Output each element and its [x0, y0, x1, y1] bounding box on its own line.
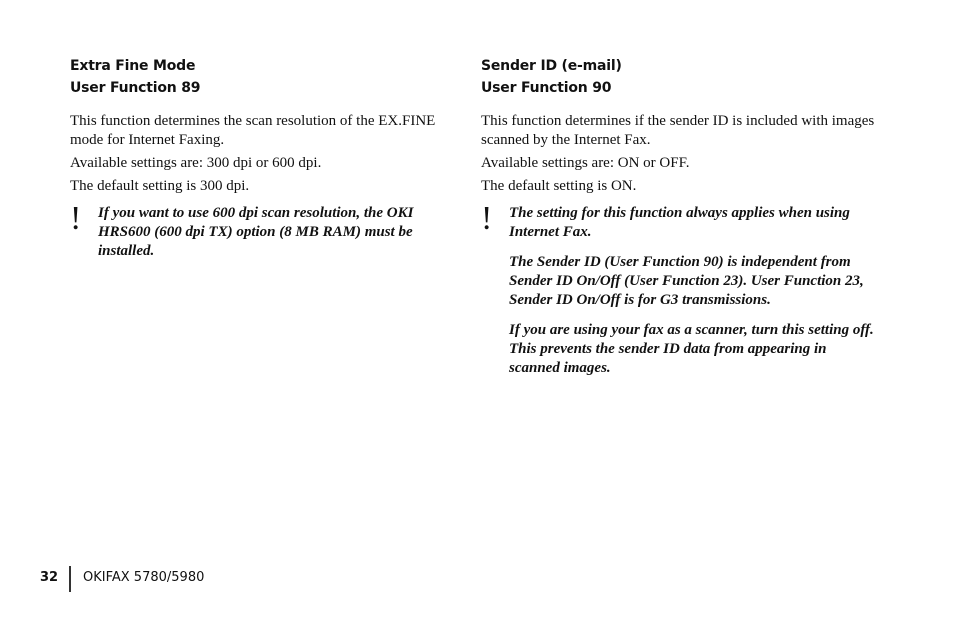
document-title: OKIFAX 5780/5980 [83, 570, 205, 585]
body-paragraph: The default setting is ON. [481, 178, 637, 194]
section-heading [481, 55, 881, 99]
note-paragraph: If you are using your fax as a scanner, turn this setting off. This prevents the sender ID data from appearing in scanned images. [509, 322, 874, 376]
note-paragraph: The Sender ID (User Function 90) is independent from Sender ID On/Off (User Function 23). User Function 23, Sender ID On/Off is for G3 transmissions. [509, 254, 864, 308]
page-number: 32 [40, 570, 59, 585]
exclamation-icon: ! [70, 200, 82, 237]
body-paragraph: This function determines the scan resolution of the EX.FINE mode for Internet Faxing. [70, 113, 436, 148]
section-subtitle: User Function 89 [70, 80, 201, 96]
section-subtitle: User Function 90 [481, 80, 612, 96]
body-paragraph: This function determines if the sender ID is included with images scanned by the Internet Fax. [481, 113, 875, 148]
left-column [70, 55, 460, 272]
right-column [481, 55, 881, 389]
note-paragraph: The setting for this function always applies when using Internet Fax. [509, 205, 850, 240]
caution-note [70, 200, 460, 261]
exclamation-icon: ! [481, 200, 493, 237]
body-paragraph: Available settings are: 300 dpi or 600 dpi. [70, 155, 322, 171]
note-paragraph: If you want to use 600 dpi scan resolution, the OKI HRS600 (600 dpi TX) option (8 MB RAM) must be installed. [98, 205, 414, 259]
section-title: Sender ID (e-mail) [481, 58, 622, 74]
body-paragraph: Available settings are: ON or OFF. [481, 155, 690, 171]
section-heading [70, 55, 460, 99]
caution-note [481, 200, 881, 378]
footer-divider [69, 566, 71, 592]
section-title: Extra Fine Mode [70, 58, 196, 74]
body-paragraph: The default setting is 300 dpi. [70, 178, 250, 194]
